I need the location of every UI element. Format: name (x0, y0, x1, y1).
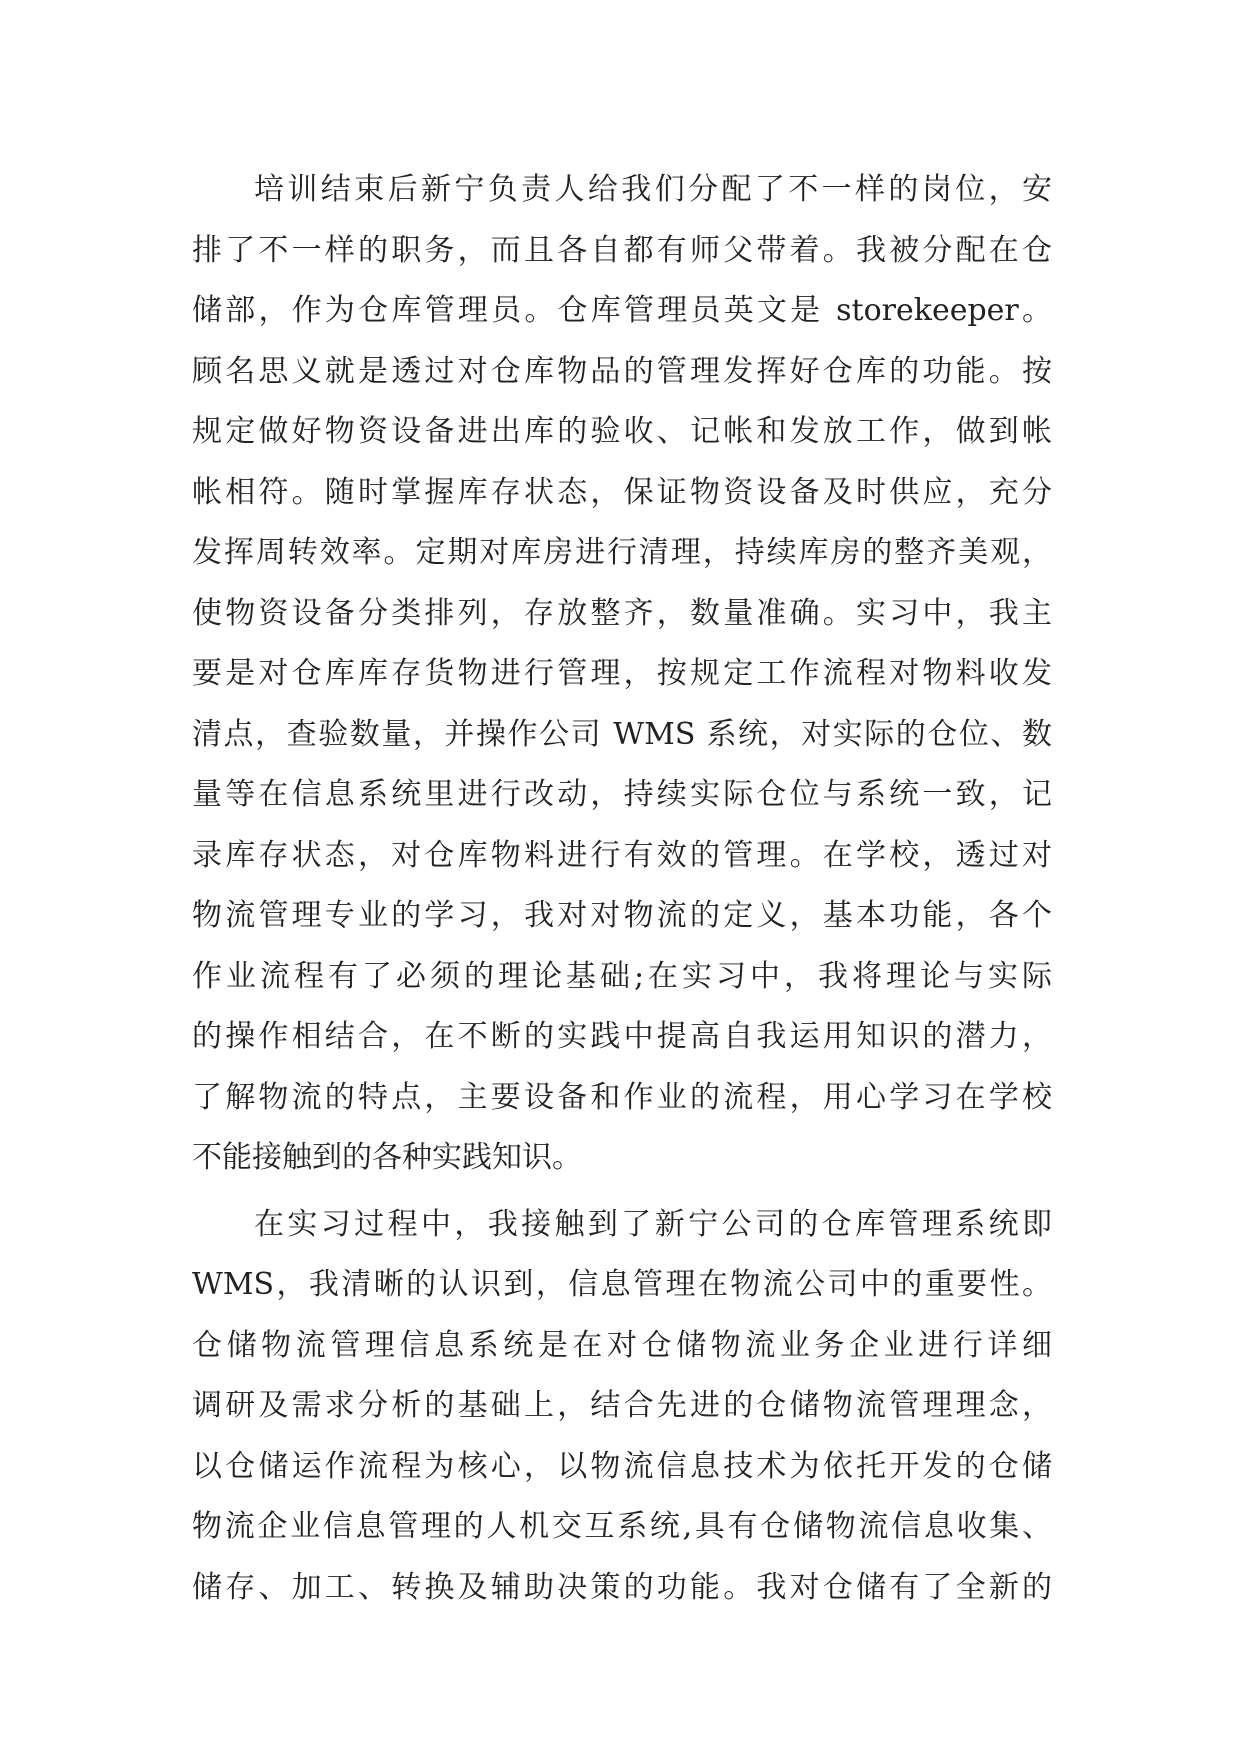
text-line: 了解物流的特点，主要设备和作业的流程，用心学习在学校 (192, 1079, 1052, 1115)
paragraph-1 (192, 160, 1052, 1189)
text-line: 排了不一样的职务，而且各自都有师父带着。我被分配在仓 (192, 232, 1052, 268)
text-line: 要是对仓库库存货物进行管理，按规定工作流程对物料收发 (192, 656, 1052, 691)
text-line: 使物资设备分类排列，存放整齐，数量准确。实习中，我主 (192, 595, 1052, 631)
text-line: 规定做好物资设备进出库的验收、记帐和发放工作，做到帐 (192, 414, 1052, 449)
text-line: 仓储物流管理信息系统是在对仓储物流业务企业进行详细 (192, 1327, 1052, 1363)
text-line: 调研及需求分析的基础上，结合先进的仓储物流管理理念， (192, 1388, 1052, 1423)
text-line: 不能接触到的各种实践知识。 (192, 1140, 582, 1175)
text-line: 物流管理专业的学习，我对对物流的定义，基本功能，各个 (192, 898, 1052, 933)
paragraph-2 (192, 1195, 1052, 1619)
text-line: 作业流程有了必须的理论基础;在实习中，我将理论与实际 (192, 958, 1052, 994)
text-line: 帐相符。随时掌握库存状态，保证物资设备及时供应，充分 (192, 474, 1052, 510)
body-text (192, 160, 1052, 1618)
text-line: 顾名思义就是透过对仓库物品的管理发挥好仓库的功能。按 (192, 353, 1052, 389)
text-line: 储部，作为仓库管理员。仓库管理员英文是 storekeeper。 (192, 293, 1052, 328)
text-line: 清点，查验数量，并操作公司 WMS 系统，对实际的仓位、数 (192, 716, 1052, 752)
text-line: WMS，我清晰的认识到，信息管理在物流公司中的重要性。 (192, 1267, 1052, 1302)
text-line: 物流企业信息管理的人机交互系统,具有仓储物流信息收集、 (192, 1509, 1052, 1544)
text-line: 的操作相结合，在不断的实践中提高自我运用知识的潜力， (192, 1019, 1052, 1054)
text-line: 在实习过程中，我接触到了新宁公司的仓库管理系统即 (254, 1206, 1052, 1242)
text-line: 量等在信息系统里进行改动，持续实际仓位与系统一致，记 (192, 777, 1052, 812)
text-line: 以仓储运作流程为核心，以物流信息技术为依托开发的仓储 (192, 1448, 1052, 1484)
text-line: 储存、加工、转换及辅助决策的功能。我对仓储有了全新的 (192, 1569, 1052, 1605)
text-line: 录库存状态，对仓库物料进行有效的管理。在学校，透过对 (192, 837, 1052, 873)
text-line: 培训结束后新宁负责人给我们分配了不一样的岗位，安 (254, 172, 1052, 207)
text-line: 发挥周转效率。定期对库房进行清理，持续库房的整齐美观， (192, 535, 1052, 570)
